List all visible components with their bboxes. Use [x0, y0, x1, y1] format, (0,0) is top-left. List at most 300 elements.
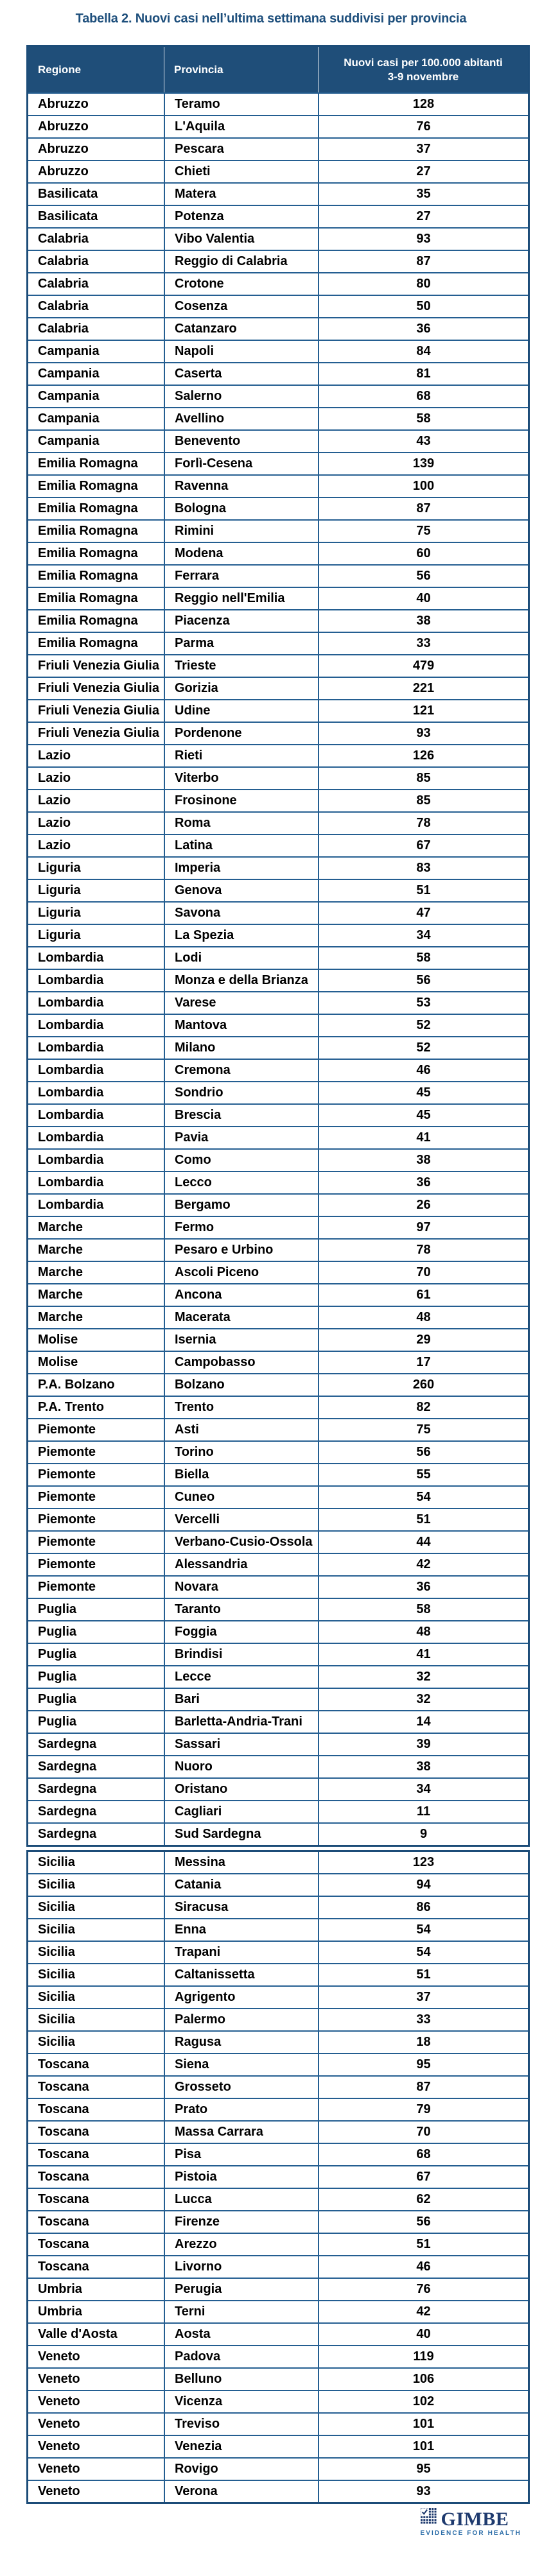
province-cell: Isernia — [164, 1329, 318, 1351]
table-row — [28, 2300, 528, 2322]
province-cell: Pordenone — [164, 723, 318, 744]
region-cell: Sardegna — [38, 1737, 97, 1751]
region-cell: Lombardia — [38, 973, 104, 987]
province-cell: Terni — [164, 2301, 318, 2322]
province-cell: Lucca — [164, 2189, 318, 2210]
province-cell: Cosenza — [164, 296, 318, 317]
province-cell: Cuneo — [164, 1487, 318, 1508]
cases-cell: 48 — [318, 1621, 528, 1643]
province-cell: Chieti — [164, 161, 318, 182]
region-cell: Liguria — [38, 883, 81, 897]
cases-cell: 83 — [318, 858, 528, 879]
cases-cell: 87 — [318, 2077, 528, 2098]
province-cell: Campobasso — [164, 1352, 318, 1373]
region-cell: Abruzzo — [38, 164, 89, 178]
gimbe-tagline: EVIDENCE FOR HEALTH — [420, 2530, 521, 2537]
cases-cell: 36 — [318, 1172, 528, 1193]
cases-cell: 27 — [318, 206, 528, 227]
table-row — [28, 2345, 528, 2367]
header-nuovi-casi-line2: 3-9 novembre — [387, 70, 459, 83]
table-row — [28, 1985, 528, 2008]
cases-cell: 11 — [318, 1801, 528, 1822]
province-cell: Roma — [164, 813, 318, 834]
table-row — [28, 587, 528, 609]
table-row — [28, 1852, 528, 1873]
table-row — [28, 789, 528, 811]
region-cell: Abruzzo — [38, 142, 89, 156]
region-cell: Sicilia — [38, 1967, 75, 1982]
region-cell: Sicilia — [38, 1900, 75, 1914]
region-cell: Lombardia — [38, 1041, 104, 1055]
province-cell: Ravenna — [164, 476, 318, 497]
page-title: Tabella 2. Nuovi casi nell’ultima settimana suddivisi per provincia — [75, 12, 467, 26]
region-cell: Toscana — [38, 2192, 89, 2206]
province-cell: Enna — [164, 1919, 318, 1941]
region-cell: Sardegna — [38, 1759, 97, 1774]
cases-cell: 53 — [318, 992, 528, 1014]
region-cell: Emilia Romagna — [38, 524, 138, 538]
province-cell: Bolzano — [164, 1374, 318, 1396]
table-row — [28, 407, 528, 429]
province-cell: La Spezia — [164, 925, 318, 946]
table-row — [28, 811, 528, 834]
table-row — [28, 1440, 528, 1463]
cases-cell: 41 — [318, 1127, 528, 1148]
cases-cell: 85 — [318, 768, 528, 789]
cases-cell: 93 — [318, 229, 528, 250]
province-cell: Crotone — [164, 273, 318, 295]
cases-cell: 32 — [318, 1689, 528, 1710]
region-cell: Sardegna — [38, 1782, 97, 1796]
table-row — [28, 1530, 528, 1553]
region-cell: Lombardia — [38, 1018, 104, 1032]
province-cell: Rimini — [164, 521, 318, 542]
cases-cell: 60 — [318, 543, 528, 564]
table-row — [28, 1710, 528, 1733]
table-row — [28, 317, 528, 340]
cases-cell: 51 — [318, 1509, 528, 1530]
cases-cell: 75 — [318, 1419, 528, 1440]
cases-cell: 35 — [318, 184, 528, 205]
table-row — [28, 901, 528, 924]
cases-cell: 101 — [318, 2414, 528, 2435]
cases-cell: 121 — [318, 700, 528, 722]
province-cell: Sassari — [164, 1734, 318, 1755]
cases-cell: 70 — [318, 1262, 528, 1283]
cases-cell: 38 — [318, 610, 528, 632]
table-row — [28, 1665, 528, 1688]
region-cell: Piemonte — [38, 1580, 96, 1594]
table-row — [28, 2098, 528, 2120]
province-cell: Mantova — [164, 1015, 318, 1036]
region-cell: Lazio — [38, 838, 71, 852]
region-cell: Lombardia — [38, 1198, 104, 1212]
region-cell: Toscana — [38, 2215, 89, 2229]
region-cell: Marche — [38, 1288, 83, 1302]
table-row — [28, 1620, 528, 1643]
province-cell: Pisa — [164, 2144, 318, 2165]
province-cell: Reggio di Calabria — [164, 251, 318, 272]
region-cell: Lombardia — [38, 1063, 104, 1077]
cases-cell: 93 — [318, 723, 528, 744]
cases-cell: 51 — [318, 880, 528, 901]
table-row — [28, 744, 528, 766]
region-cell: Veneto — [38, 2484, 80, 2498]
region-cell: Puglia — [38, 1715, 77, 1729]
table-row — [28, 497, 528, 519]
region-cell: Friuli Venezia Giulia — [38, 704, 159, 718]
cases-cell: 79 — [318, 2099, 528, 2120]
table-row — [28, 2120, 528, 2143]
table-row — [28, 340, 528, 362]
table-row — [28, 2165, 528, 2188]
cases-cell: 45 — [318, 1105, 528, 1126]
cases-cell: 52 — [318, 1037, 528, 1059]
province-cell: Treviso — [164, 2414, 318, 2435]
province-cell: Teramo — [164, 94, 318, 115]
province-cases-table — [26, 45, 530, 2504]
table-row — [28, 429, 528, 452]
table-row — [28, 1148, 528, 1171]
cases-cell: 29 — [318, 1329, 528, 1351]
cases-cell: 56 — [318, 970, 528, 991]
cases-cell: 34 — [318, 1779, 528, 1800]
cases-cell: 40 — [318, 588, 528, 609]
cases-cell: 62 — [318, 2189, 528, 2210]
table-row — [28, 1126, 528, 1148]
cases-cell: 33 — [318, 633, 528, 654]
region-cell: Marche — [38, 1220, 83, 1234]
region-cell: Puglia — [38, 1670, 77, 1684]
table-row — [28, 2008, 528, 2030]
table-row — [28, 1508, 528, 1530]
region-cell: Campania — [38, 344, 100, 358]
table-row — [28, 2210, 528, 2233]
province-cell: Vicenza — [164, 2391, 318, 2412]
province-cell: Alessandria — [164, 1554, 318, 1575]
table-row — [28, 856, 528, 879]
table-row — [28, 1777, 528, 1800]
region-cell: Piemonte — [38, 1535, 96, 1549]
cases-cell: 54 — [318, 1487, 528, 1508]
table-row — [28, 2435, 528, 2457]
region-cell: Puglia — [38, 1692, 77, 1706]
region-cell: Piemonte — [38, 1422, 96, 1437]
province-cell: Palermo — [164, 2009, 318, 2030]
header-provincia: Provincia — [164, 47, 318, 92]
table-row — [28, 879, 528, 901]
province-cell: Pesaro e Urbino — [164, 1240, 318, 1261]
cases-cell: 48 — [318, 1307, 528, 1328]
province-cell: Asti — [164, 1419, 318, 1440]
region-cell: Toscana — [38, 2057, 89, 2071]
cases-cell: 87 — [318, 251, 528, 272]
province-cell: Pescara — [164, 139, 318, 160]
province-cell: Siena — [164, 2054, 318, 2075]
region-cell: Friuli Venezia Giulia — [38, 681, 159, 695]
cases-cell: 54 — [318, 1919, 528, 1941]
cases-cell: 45 — [318, 1082, 528, 1103]
cases-cell: 44 — [318, 1532, 528, 1553]
province-cell: Udine — [164, 700, 318, 722]
province-cell: Genova — [164, 880, 318, 901]
cases-cell: 85 — [318, 790, 528, 811]
table-row — [28, 205, 528, 227]
region-cell: Sicilia — [38, 1990, 75, 2004]
cases-cell: 68 — [318, 386, 528, 407]
region-cell: Emilia Romagna — [38, 456, 138, 471]
table-row — [28, 250, 528, 272]
region-cell: Campania — [38, 367, 100, 381]
table-row — [28, 295, 528, 317]
province-cell: Massa Carrara — [164, 2122, 318, 2143]
table-row — [28, 272, 528, 295]
province-cell: Modena — [164, 543, 318, 564]
region-cell: Friuli Venezia Giulia — [38, 659, 159, 673]
cases-cell: 14 — [318, 1711, 528, 1733]
region-cell: Sicilia — [38, 1923, 75, 1937]
cases-cell: 38 — [318, 1756, 528, 1777]
province-cell: Imperia — [164, 858, 318, 879]
table-row — [28, 609, 528, 632]
region-cell: Calabria — [38, 322, 89, 336]
region-cell: Lombardia — [38, 1175, 104, 1189]
cases-cell: 42 — [318, 1554, 528, 1575]
table-row — [28, 2255, 528, 2278]
cases-cell: 94 — [318, 1874, 528, 1896]
cases-cell: 100 — [318, 476, 528, 497]
table-row — [28, 1918, 528, 1941]
table-row — [28, 1963, 528, 1985]
cases-cell: 61 — [318, 1284, 528, 1306]
province-cell: Pistoia — [164, 2166, 318, 2188]
region-cell: Marche — [38, 1265, 83, 1279]
table-row — [28, 2278, 528, 2300]
province-cell: Bologna — [164, 498, 318, 519]
region-cell: Toscana — [38, 2237, 89, 2251]
header-nuovi-casi — [318, 47, 528, 92]
province-cell: Frosinone — [164, 790, 318, 811]
region-cell: Toscana — [38, 2080, 89, 2094]
table-row — [28, 2143, 528, 2165]
cases-cell: 93 — [318, 2481, 528, 2502]
region-cell: Lazio — [38, 793, 71, 808]
table-row — [28, 385, 528, 407]
province-cell: Nuoro — [164, 1756, 318, 1777]
cases-cell: 41 — [318, 1644, 528, 1665]
region-cell: Sicilia — [38, 1855, 75, 1869]
province-cell: Lecce — [164, 1666, 318, 1688]
cases-cell: 119 — [318, 2346, 528, 2367]
cases-cell: 95 — [318, 2054, 528, 2075]
region-cell: Molise — [38, 1355, 78, 1369]
table-row — [28, 1755, 528, 1777]
table-row — [28, 1193, 528, 1216]
table-row — [28, 1896, 528, 1918]
province-cell: Belluno — [164, 2369, 318, 2390]
cases-cell: 26 — [318, 1195, 528, 1216]
region-cell: Lombardia — [38, 1153, 104, 1167]
cases-cell: 139 — [318, 453, 528, 474]
table-row — [28, 1485, 528, 1508]
province-cell: Potenza — [164, 206, 318, 227]
table-row — [28, 115, 528, 137]
table-row — [28, 474, 528, 497]
cases-cell: 56 — [318, 1442, 528, 1463]
table-row — [28, 1643, 528, 1665]
table-row — [28, 2480, 528, 2502]
region-cell: Lazio — [38, 771, 71, 785]
region-cell: Sicilia — [38, 2035, 75, 2049]
region-cell: Calabria — [38, 254, 89, 268]
region-cell: Friuli Venezia Giulia — [38, 726, 159, 740]
table-row — [28, 1941, 528, 1963]
province-cell: Benevento — [164, 431, 318, 452]
province-cell: Bergamo — [164, 1195, 318, 1216]
table-row — [28, 1575, 528, 1598]
cases-cell: 479 — [318, 655, 528, 677]
province-cell: Siracusa — [164, 1897, 318, 1918]
header-nuovi-casi-line1: Nuovi casi per 100.000 abitanti — [344, 56, 503, 69]
region-cell: Sicilia — [38, 1878, 75, 1892]
region-cell: Calabria — [38, 299, 89, 313]
province-cell: Lecco — [164, 1172, 318, 1193]
cases-cell: 34 — [318, 925, 528, 946]
province-cell: Monza e della Brianza — [164, 970, 318, 991]
table-row — [28, 564, 528, 587]
cases-cell: 39 — [318, 1734, 528, 1755]
footer — [0, 2508, 521, 2537]
province-cell: Messina — [164, 1852, 318, 1873]
region-cell: Liguria — [38, 928, 81, 942]
cases-cell: 43 — [318, 431, 528, 452]
province-cell: Sud Sardegna — [164, 1824, 318, 1845]
gimbe-logo-top — [421, 2508, 509, 2528]
province-cell: Taranto — [164, 1599, 318, 1620]
table-header-row — [28, 47, 528, 92]
province-cell: Rieti — [164, 745, 318, 766]
cases-cell: 95 — [318, 2459, 528, 2480]
province-cell: Trento — [164, 1397, 318, 1418]
region-cell: Veneto — [38, 2417, 80, 2431]
region-cell: Toscana — [38, 2125, 89, 2139]
table-row — [28, 2188, 528, 2210]
table-row — [28, 1598, 528, 1620]
region-cell: Veneto — [38, 2349, 80, 2364]
region-cell: Lazio — [38, 748, 71, 763]
province-cell: Gorizia — [164, 678, 318, 699]
cases-cell: 9 — [318, 1824, 528, 1845]
table-row — [28, 2030, 528, 2053]
region-cell: Umbria — [38, 2282, 82, 2296]
province-cell: Prato — [164, 2099, 318, 2120]
province-cell: Venezia — [164, 2436, 318, 2457]
region-cell: Piemonte — [38, 1490, 96, 1504]
gimbe-grid-icon — [421, 2508, 437, 2528]
province-cell: L'Aquila — [164, 116, 318, 137]
province-cell: Verona — [164, 2481, 318, 2502]
province-cell: Rovigo — [164, 2459, 318, 2480]
province-cell: Fermo — [164, 1217, 318, 1238]
region-cell: Campania — [38, 389, 100, 403]
province-cell: Pavia — [164, 1127, 318, 1148]
table-row — [28, 362, 528, 385]
province-cell: Foggia — [164, 1621, 318, 1643]
region-cell: Puglia — [38, 1602, 77, 1616]
province-cell: Biella — [164, 1464, 318, 1485]
province-cell: Avellino — [164, 408, 318, 429]
region-cell: Toscana — [38, 2170, 89, 2184]
province-cell: Cremona — [164, 1060, 318, 1081]
region-cell: Emilia Romagna — [38, 546, 138, 560]
province-cell: Catania — [164, 1874, 318, 1896]
table-row — [28, 160, 528, 182]
table-row — [28, 677, 528, 699]
table-row — [28, 1171, 528, 1193]
region-cell: Marche — [38, 1243, 83, 1257]
table-row — [28, 2412, 528, 2435]
table-row — [28, 1733, 528, 1755]
table-row — [28, 632, 528, 654]
province-cell: Piacenza — [164, 610, 318, 632]
region-cell: Lombardia — [38, 1130, 104, 1145]
region-cell: Toscana — [38, 2102, 89, 2116]
cases-cell: 75 — [318, 521, 528, 542]
region-cell: Emilia Romagna — [38, 591, 138, 605]
cases-cell: 78 — [318, 813, 528, 834]
table-row — [28, 1873, 528, 1896]
cases-cell: 47 — [318, 903, 528, 924]
province-cell: Savona — [164, 903, 318, 924]
province-cell: Torino — [164, 1442, 318, 1463]
table-row — [28, 2233, 528, 2255]
cases-cell: 36 — [318, 318, 528, 340]
region-cell: Marche — [38, 1310, 83, 1324]
region-cell: Veneto — [38, 2372, 80, 2386]
table-segment-2 — [26, 1850, 530, 2504]
cases-cell: 70 — [318, 2122, 528, 2143]
table-row — [28, 182, 528, 205]
province-cell: Ancona — [164, 1284, 318, 1306]
region-cell: P.A. Bolzano — [38, 1378, 115, 1392]
cases-cell: 42 — [318, 2301, 528, 2322]
cases-cell: 17 — [318, 1352, 528, 1373]
table-row — [28, 1238, 528, 1261]
table-row — [28, 1351, 528, 1373]
gimbe-wordmark: GIMBE — [441, 2509, 509, 2530]
region-cell: Abruzzo — [38, 97, 89, 111]
cases-cell: 51 — [318, 1964, 528, 1985]
province-cell: Brindisi — [164, 1644, 318, 1665]
table-row — [28, 1396, 528, 1418]
region-cell: Lombardia — [38, 1108, 104, 1122]
region-cell: Liguria — [38, 906, 81, 920]
table-row — [28, 991, 528, 1014]
province-cell: Perugia — [164, 2279, 318, 2300]
province-cell: Caltanissetta — [164, 1964, 318, 1985]
table-row — [28, 2075, 528, 2098]
province-cell: Arezzo — [164, 2234, 318, 2255]
province-cell: Barletta-Andria-Trani — [164, 1711, 318, 1733]
table-row — [28, 137, 528, 160]
cases-cell: 87 — [318, 498, 528, 519]
cases-cell: 67 — [318, 835, 528, 856]
table-row — [28, 969, 528, 991]
province-cell: Vercelli — [164, 1509, 318, 1530]
table-row — [28, 654, 528, 677]
region-cell: Calabria — [38, 232, 89, 246]
region-cell: Basilicata — [38, 187, 98, 201]
